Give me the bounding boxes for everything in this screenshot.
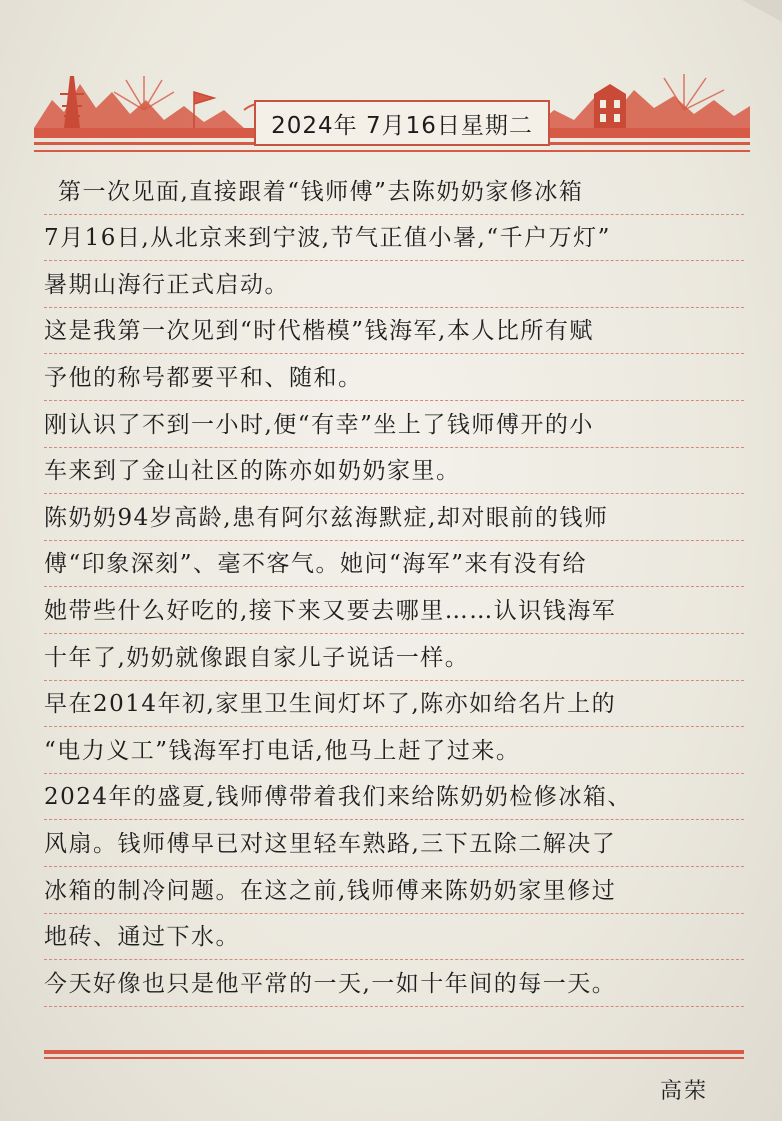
line-text: 车来到了金山社区的陈亦如奶奶家里。 [44, 458, 461, 485]
date-box [254, 100, 550, 146]
line [44, 727, 744, 774]
line [44, 820, 744, 867]
line-text: 十年了,奶奶就像跟自家儿子说话一样。 [44, 644, 470, 671]
line-title [44, 168, 744, 215]
author-signature: 高荣 [660, 1079, 709, 1104]
line [44, 261, 744, 308]
line [44, 448, 744, 495]
line-text: 暑期山海行正式启动。 [44, 271, 289, 298]
line-text: 早在2014年初,家里卫生间灯坏了,陈亦如给名片上的 [44, 691, 617, 718]
header-banner [34, 70, 750, 166]
line [44, 914, 744, 961]
rule-thin [44, 1057, 744, 1059]
line [44, 308, 744, 355]
line-text: 予他的称号都要平和、随和。 [44, 364, 363, 391]
line-text: 她带些什么好吃的,接下来又要去哪里……认识钱海军 [44, 597, 617, 624]
rule-thick [44, 1050, 744, 1054]
line-text: 今天好像也只是他平常的一天,一如十年间的每一天。 [44, 970, 617, 997]
line-text: 风扇。钱师傅早已对这里轻车熟路,三下五除二解决了 [44, 830, 617, 857]
line [44, 587, 744, 634]
line [44, 401, 744, 448]
line [44, 774, 744, 821]
line-text: 这是我第一次见到“时代楷模”钱海军,本人比所有赋 [44, 318, 594, 345]
line [44, 634, 744, 681]
line [44, 960, 744, 1007]
line-text: 傅“印象深刻”、毫不客气。她问“海军”来有没有给 [44, 551, 588, 578]
line [44, 354, 744, 401]
line-text: 第一次见面,直接跟着“钱师傅”去陈奶奶家修冰箱 [58, 178, 584, 205]
line [44, 215, 744, 262]
line-text: 7月16日,从北京来到宁波,节气正值小暑,“千户万灯” [44, 225, 611, 252]
line [44, 494, 744, 541]
line [44, 681, 744, 728]
line-text: 地砖、通过下水。 [44, 924, 240, 951]
line-text: 刚认识了不到一小时,便“有幸”坐上了钱师傅开的小 [44, 411, 594, 438]
line-text: 2024年的盛夏,钱师傅带着我们来给陈奶奶检修冰箱、 [44, 784, 632, 811]
line-text: 陈奶奶94岁高龄,患有阿尔兹海默症,却对眼前的钱师 [44, 504, 609, 531]
line-text: “电力义工”钱海军打电话,他马上赶了过来。 [44, 737, 521, 764]
bottom-rule [44, 1050, 744, 1062]
letter-body [44, 168, 744, 1007]
line-text: 冰箱的制冷问题。在这之前,钱师傅来陈奶奶家里修过 [44, 877, 617, 904]
date-label: 2024年 7月16日星期二 [271, 112, 533, 139]
line [44, 867, 744, 914]
line [44, 541, 744, 588]
